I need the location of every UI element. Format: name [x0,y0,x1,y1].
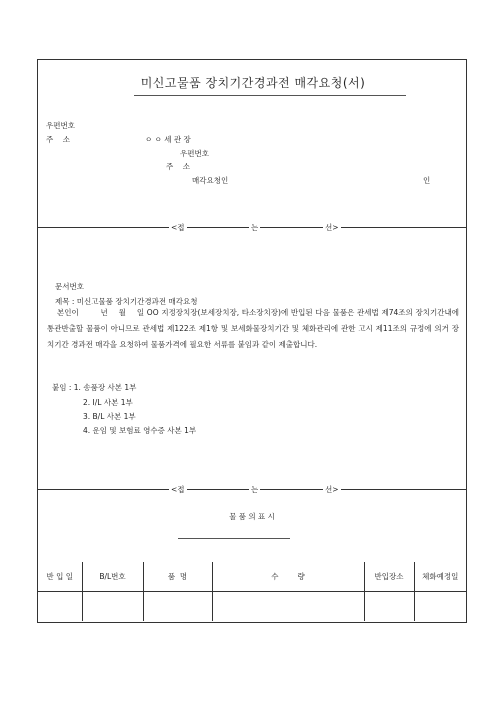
subject-line: 제목 : 미신고물품 장치기간경과전 매각요청 [55,297,198,306]
header-cell-bl-number: B/L번호 [82,562,143,592]
attachment-item: 2. I/L 사본 1부 [83,398,133,407]
table-row [38,592,466,622]
header-cell-expected-date: 체화예정일 [414,562,466,592]
document-title: 미신고물품 장치기간경과전 매각요청(서) [140,76,366,90]
seal-mark: 인 [423,176,431,185]
cut-text-middle: 는 [251,223,259,232]
table-cell [212,592,364,622]
goods-title-underline [178,538,290,539]
request-paragraph: 본인이 년 월 일 OO 지정장치장(보세장치장, 타소장치장)에 반입된 다음 물품은 관세법 제74조의 장치기간내에 통관반출할 물품이 아니므로 관세법 제122조 제1항 및 보세화물장치기간 및 체화관리에 관한 고시 제11조의 규정에 의거 장치기간 경과전 매각을 요청하여 물품가격에 필요한 서류를 붙임과 같이 제출합니다. [47,308,462,349]
title-underline [134,95,406,96]
table-cell [414,592,466,622]
table-cell [82,592,143,622]
cut-text-left: <접 [171,223,185,232]
table-cell [38,592,82,622]
header-cell-storage-place: 반입장소 [364,562,414,592]
cut-text-middle: 는 [251,485,259,494]
goods-table [38,562,466,621]
header-cell-quantity: 수 량 [212,562,364,592]
attachment-item: 4. 운임 및 보험료 영수증 사본 1부 [83,426,197,435]
attachments-label: 붙임 : 1. 송품장 사본 1부 [52,383,137,392]
goods-table-header-row [38,562,466,592]
requester-label: 매각요청인 [192,176,229,185]
header-cell-item-name: 품 명 [143,562,212,592]
cut-text-right: 선> [325,485,339,494]
cut-text-right: 선> [325,223,339,232]
document-frame [37,59,467,623]
postal-code-label: 우편번호 [46,121,75,130]
recipient-customs: ㅇ ㅇ 세 관 장 [145,135,191,144]
table-cell [143,592,212,622]
header-cell-arrival-date: 반 입 일 [38,562,82,592]
cut-text-left: <접 [171,485,185,494]
recipient-address-label: 주 소 [166,162,191,171]
recipient-postal-label: 우편번호 [180,149,209,158]
doc-number-label: 문서번호 [55,282,84,291]
attachment-item: 3. B/L 사본 1부 [83,412,136,421]
table-cell [364,592,414,622]
address-label: 주 소 [46,135,71,144]
goods-section-title: 물 품 의 표 시 [229,512,275,521]
